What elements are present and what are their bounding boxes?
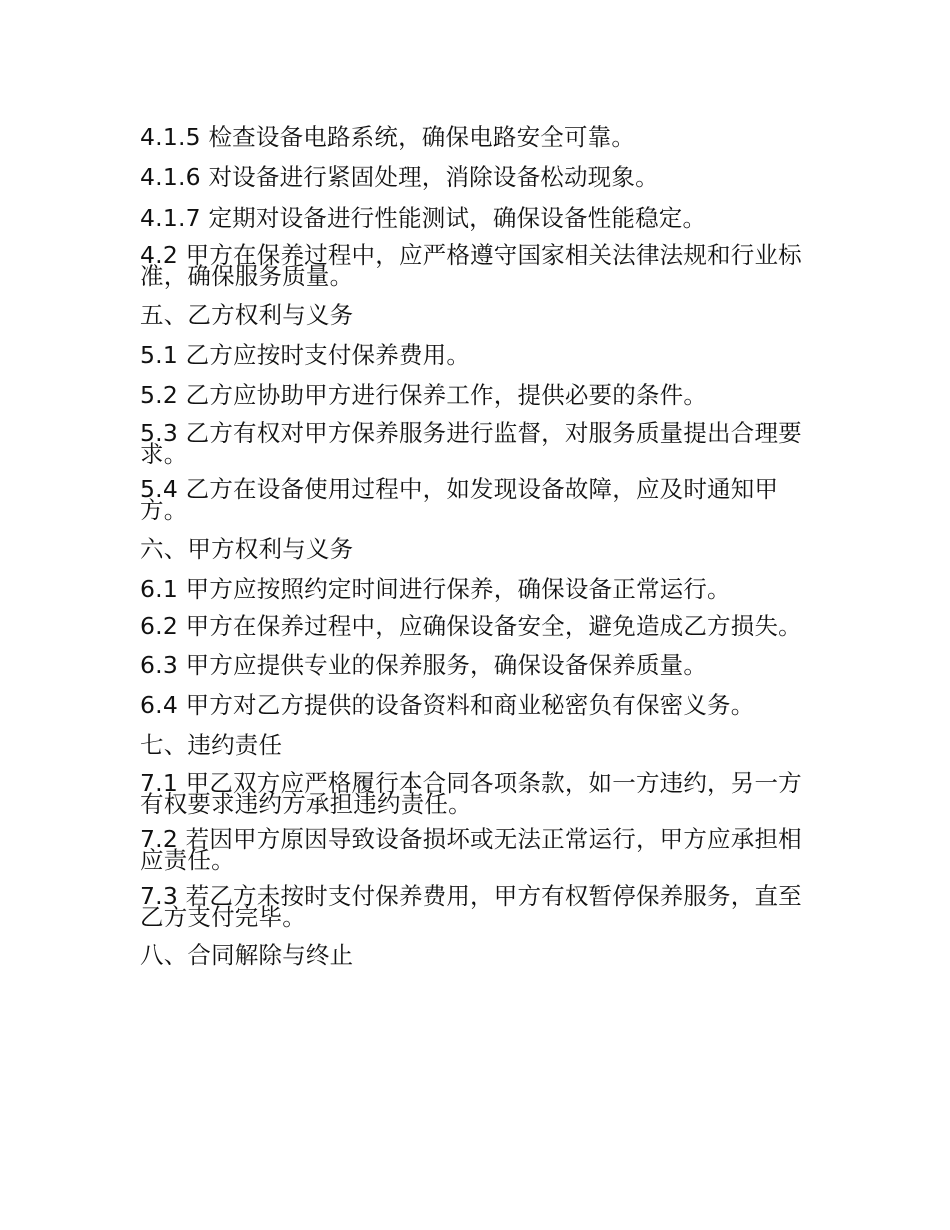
- clause-7-3: 7.3 若乙方未按时支付保养费用，甲方有权暂停保养服务，直至乙方支付完毕。: [140, 881, 802, 931]
- clause-5-4: 5.4 乙方在设备使用过程中，如发现设备故障，应及时通知甲方。: [140, 475, 779, 525]
- clause-6-4: 6.4 甲方对乙方提供的设备资料和商业秘密负有保密义务。: [140, 691, 755, 720]
- clause-5-3: 5.3 乙方有权对甲方保养服务进行监督，对服务质量提出合理要求。: [140, 418, 802, 468]
- section-heading-5: 五、乙方权利与义务: [140, 300, 354, 329]
- clause-4-2: 4.2 甲方在保养过程中，应严格遵守国家相关法律法规和行业标准，确保服务质量。: [140, 241, 802, 291]
- clause-5-2: 5.2 乙方应协助甲方进行保养工作，提供必要的条件。: [140, 381, 708, 410]
- clause-5-1: 5.1 乙方应按时支付保养费用。: [140, 340, 471, 369]
- section-heading-8: 八、合同解除与终止: [140, 941, 354, 970]
- clause-6-3: 6.3 甲方应提供专业的保养服务，确保设备保养质量。: [140, 650, 708, 679]
- clause-4-1-6: 4.1.6 对设备进行紧固处理，消除设备松动现象。: [140, 163, 659, 192]
- clause-6-1: 6.1 甲方应按照约定时间进行保养，确保设备正常运行。: [140, 574, 731, 603]
- section-heading-7: 七、违约责任: [140, 731, 283, 760]
- clause-4-1-7: 4.1.7 定期对设备进行性能测试，确保设备性能稳定。: [140, 203, 707, 232]
- section-heading-6: 六、甲方权利与义务: [140, 534, 354, 563]
- clause-7-1: 7.1 甲乙双方应严格履行本合同各项条款，如一方违约，另一方有权要求违约方承担违约责任。: [140, 768, 802, 818]
- document-body: [140, 124, 810, 982]
- clause-4-1-5: 4.1.5 检查设备电路系统，确保电路安全可靠。: [140, 123, 636, 151]
- clause-6-2: 6.2 甲方在保养过程中，应确保设备安全，避免造成乙方损失。: [140, 612, 802, 641]
- clause-7-2: 7.2 若因甲方原因导致设备损坏或无法正常运行，甲方应承担相应责任。: [140, 825, 802, 875]
